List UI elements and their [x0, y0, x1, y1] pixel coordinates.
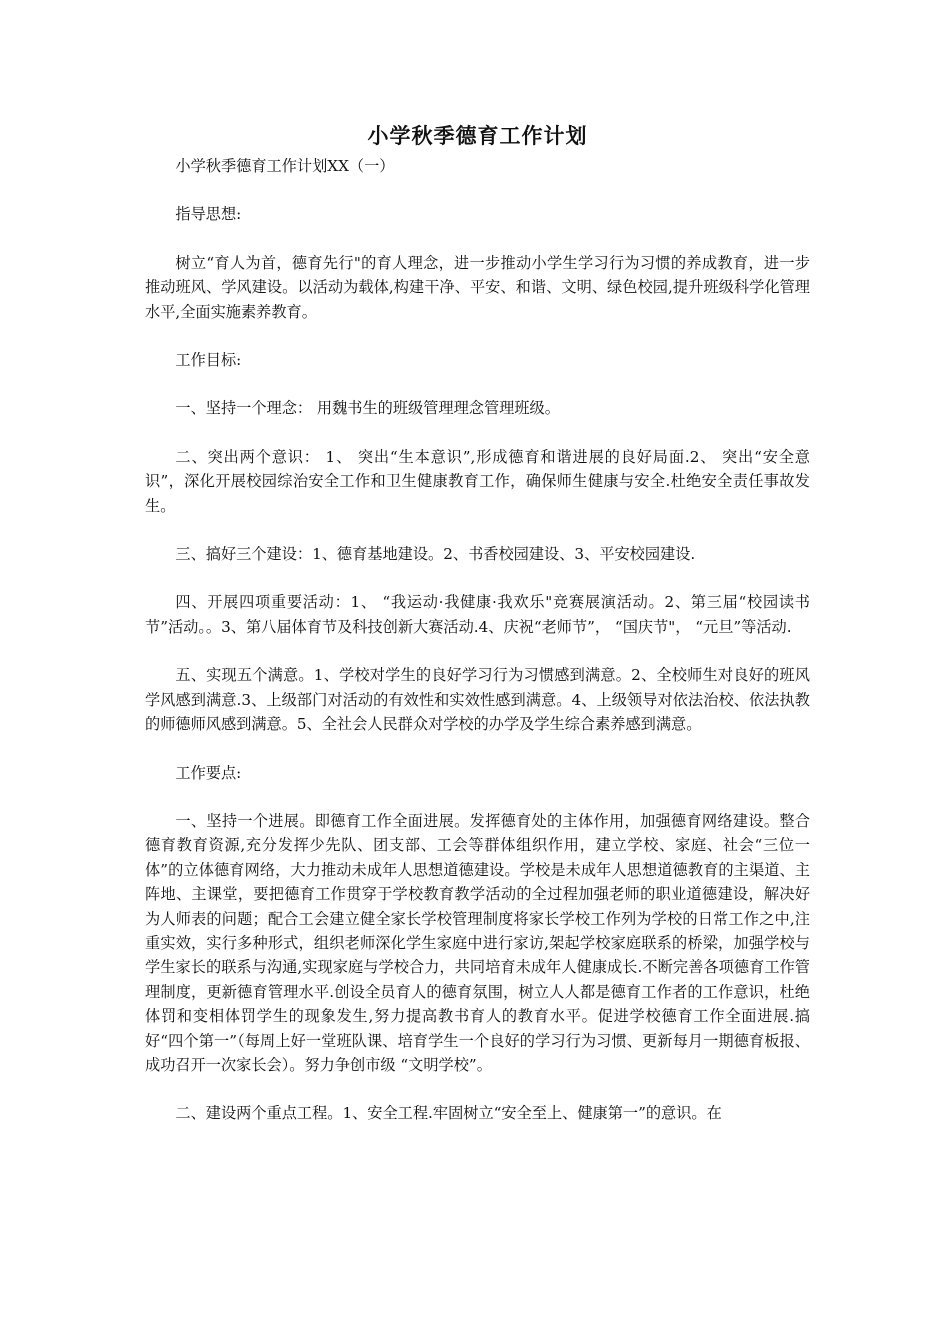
paragraph-goal-2: 二、突出两个意识： 1、 突出“生本意识”,形成德育和谐进展的良好局面.2、 突出“安全意识”，深化开展校园综治安全工作和卫生健康教育工作，确保师生健康与安全.杜绝安全责任事故发生。 — [145, 447, 810, 515]
paragraph-goal-3: 三、搞好三个建设：1、德育基地建设。2、书香校园建设、3、平安校园建设. — [175, 545, 696, 564]
paragraph-goal-1: 一、坚持一个理念： 用魏书生的班级管理理念管理班级。 — [175, 399, 560, 418]
document-page — [145, 118, 810, 1150]
document-title: 小学秋季德育工作计划 — [367, 124, 588, 148]
section-heading-guiding-ideology: 指导思想: — [175, 205, 242, 224]
paragraph-guiding-ideology: 树立“育人为首，德育先行"的育人理念，进一步推动小学生学习行为习惯的养成教育，进一步推动班风、学风建设。以活动为载体,构建干净、平安、和谐、文明、绿色校园,提升班级科学化管理水平,全面实施素养教育。 — [145, 253, 810, 321]
paragraph-goal-4: 四、开展四项重要活动：1、 “我运动·我健康·我欢乐"竞赛展演活动。2、第三届“校园读书节”活动。。3、第八届体育节及科技创新大赛活动.4、庆祝“老师节”， “国庆节"， “元旦”等活动. — [145, 593, 810, 636]
paragraph-point-1: 一、坚持一个进展。即德育工作全面进展。发挥德育处的主体作用，加强德育网络建设。整合德育教育资源,充分发挥少先队、团支部、工会等群体组织作用，建立学校、家庭、社会“三位一体”的立体德育网络，大力推动未成年人思想道德建设。学校是未成年人思想道德教育的主渠道、主阵地、主课堂，要把德育工作贯穿于学校教育教学活动的全过程加强老师的职业道德建设，解决好为人师表的问题；配合工会建立健全家长学校管理制度将家长学校工作列为学校的日常工作之中,注重实效，实行多种形式，组织老师深化学生家庭中进行家访,架起学校家庭联系的桥梁，加强学校与学生家长的联系与沟通,实现家庭与学校合力，共同培育未成年人健康成长.不断完善各项德育工作管理制度，更新德育管理水平.创设全员育人的德育氛围，树立人人都是德育工作者的工作意识，杜绝体罚和变相体罚学生的现象发生,努力提高教书育人的教育水平。促进学校德育工作全面进展.搞好“四个第一”（每周上好一堂班队课、培育学生一个良好的学习行为习惯、更新每月一期德育板报、成功召开一次家长会）。努力争创市级 “文明学校”。 — [145, 811, 810, 1074]
document-subtitle: 小学秋季德育工作计划XX（一） — [175, 157, 395, 175]
paragraph-goal-5: 五、实现五个满意。1、学校对学生的良好学习行为习惯感到满意。2、全校师生对良好的班风学风感到满意.3、上级部门对活动的有效性和实效性感到满意。4、上级领导对依法治校、依法执教的师德师风感到满意。5、全社会人民群众对学校的办学及学生综合素养感到满意。 — [145, 666, 810, 734]
paragraph-point-2: 二、建设两个重点工程。1、安全工程.牢固树立“安全至上、健康第一”的意识。在 — [175, 1104, 722, 1123]
section-heading-work-goals: 工作目标: — [175, 351, 242, 370]
section-heading-work-points: 工作要点: — [175, 763, 242, 782]
